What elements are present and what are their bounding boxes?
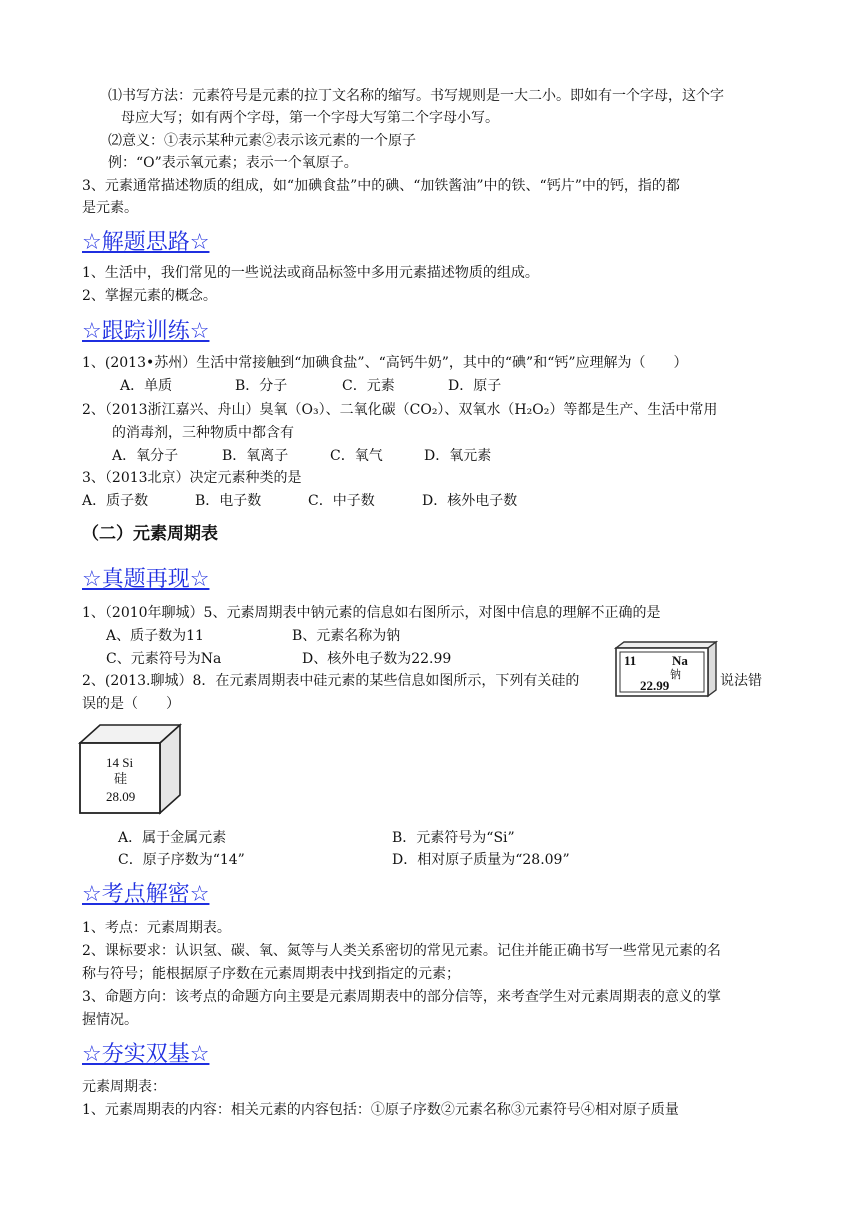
option: B．分子 (235, 378, 288, 394)
text-line: 2、课标要求：认识氢、碳、氧、氮等与人类关系密切的常见元素。记住并能正确书写一些常见元素的名 (82, 943, 721, 959)
section-heading-kaodian: ☆考点解密☆ (82, 882, 210, 907)
na-symbol: Na (672, 653, 688, 668)
option: B．电子数 (195, 493, 262, 509)
text-line: ⑴书写方法：元素符号是元素的拉丁文名称的缩写。书写规则是一大二小。即如有一个字母，这个字 (108, 88, 724, 104)
question-3: 3、（2013北京）决定元素种类的是 (82, 470, 302, 486)
option: C．原子序数为“14” (118, 852, 245, 868)
option: D．核外电子数 (422, 493, 518, 509)
option: C．氧气 (330, 448, 383, 464)
option: D．相对原子质量为“28.09” (392, 852, 570, 868)
option: D、核外电子数为22.99 (302, 651, 452, 667)
question-2: 2、（2013浙江嘉兴、舟山）臭氧（O₃）、二氧化碳（CO₂）、双氧水（H₂O₂）等都是生产、生活中常用 (82, 402, 718, 418)
text-line: 1、元素周期表的内容：相关元素的内容包括：①原子序数②元素名称③元素符号④相对原子质量 (82, 1102, 679, 1118)
option: A．质子数 (82, 493, 149, 509)
text-line: 母应大写；如有两个字母，第一个字母大写第二个字母小写。 (121, 110, 499, 126)
text-line: 1、生活中，我们常见的一些说法或商品标签中多用元素描述物质的组成。 (82, 265, 539, 281)
section-heading-hangshi: ☆夯实双基☆ (82, 1042, 210, 1067)
option: B．元素符号为“Si” (392, 830, 515, 846)
question-1: 1、(2013•苏州）生活中常接触到“加碘食盐”、“高钙牛奶”，其中的“碘”和“钙”应理解为（ ） (82, 355, 688, 371)
section-title: （二）元素周期表 (82, 524, 218, 544)
option: D．原子 (448, 378, 502, 394)
option: A、质子数为11 (106, 628, 204, 644)
text-line: 称与符号；能根据原子序数在元素周期表中找到指定的元素； (82, 966, 460, 982)
question-2-cont: 误的是（ ） (82, 696, 180, 712)
na-mass: 22.99 (640, 678, 670, 693)
text-line: 1、考点：元素周期表。 (82, 920, 231, 936)
option: A．属于金属元素 (118, 830, 227, 846)
text-line: 元素周期表： (82, 1079, 166, 1095)
option: C．元素 (342, 378, 395, 394)
question-2: 2、(2013.聊城）8．在元素周期表中硅元素的某些信息如图所示，下列有关硅的 (82, 673, 580, 689)
question-2-cont: 的消毒剂，三种物质中都含有 (112, 425, 294, 441)
sodium-element-card (614, 640, 718, 698)
text-line: 3、元素通常描述物质的组成，如“加碘食盐”中的碘、“加铁酱油”中的铁、“钙片”中的钙，指的都 (82, 178, 680, 194)
na-name: 钠 (670, 669, 681, 681)
text-line: ⑵意义：①表示某种元素②表示该元素的一个原子 (108, 133, 416, 149)
si-number-symbol: 14 Si (106, 755, 134, 770)
text-line: 例：“O”表示氧元素；表示一个氧原子。 (108, 155, 358, 171)
silicon-element-cube (78, 723, 182, 815)
section-heading-genzong: ☆跟踪训练☆ (82, 319, 210, 344)
option: A．氧分子 (112, 448, 179, 464)
question-1: 1、（2010年聊城）5、元素周期表中钠元素的信息如右图所示，对图中信息的理解不正确的是 (82, 605, 661, 621)
section-heading-jieti: ☆解题思路☆ (82, 230, 210, 255)
si-mass: 28.09 (106, 789, 136, 804)
option: D．氧元素 (424, 448, 492, 464)
question-2-tail: 说法错 (720, 673, 762, 689)
na-atomic-number: 11 (624, 653, 637, 668)
text-line: 2、掌握元素的概念。 (82, 288, 217, 304)
text-line: 3、命题方向：该考点的命题方向主要是元素周期表中的部分信等，来考查学生对元素周期表的意义的掌 (82, 989, 721, 1005)
option: C、元素符号为Na (106, 651, 222, 667)
text-line: 握情况。 (82, 1012, 138, 1028)
option: A．单质 (120, 378, 173, 394)
option: C．中子数 (308, 493, 375, 509)
section-heading-zhenti: ☆真题再现☆ (82, 567, 210, 592)
option: B、元素名称为钠 (292, 628, 401, 644)
option: B．氧离子 (222, 448, 289, 464)
text-line: 是元素。 (82, 200, 138, 216)
si-name: 硅 (114, 771, 128, 786)
